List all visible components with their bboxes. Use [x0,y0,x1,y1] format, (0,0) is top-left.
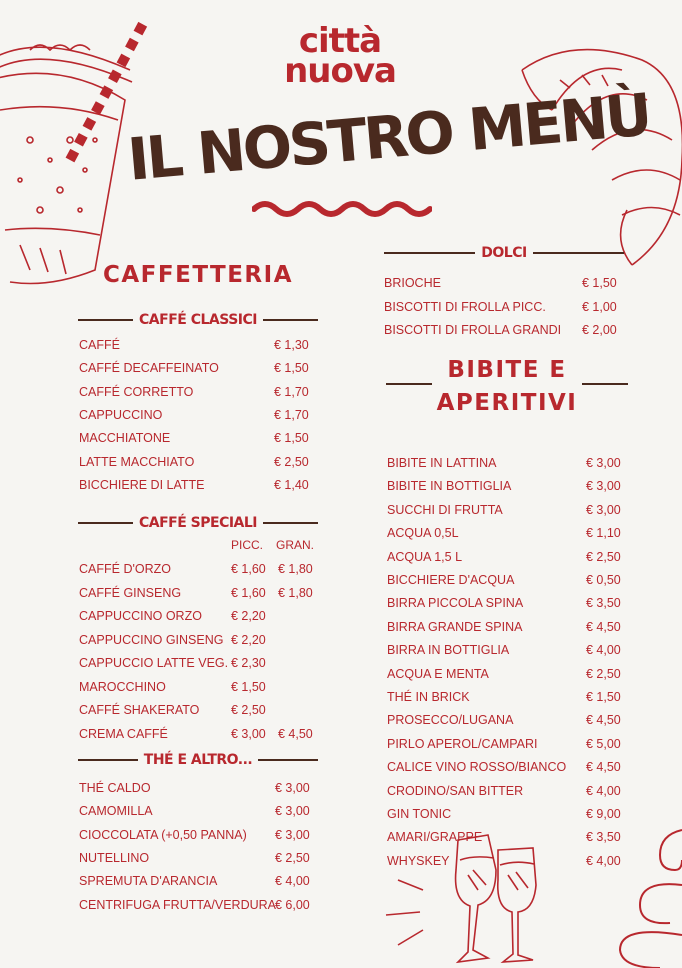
menu-item-price: € 2,50 [275,850,310,865]
menu-item-row [79,562,339,578]
menu-item-row [384,300,644,316]
menu-item-row [79,781,339,797]
menu-item-price-large: € 1,80 [278,562,313,576]
menu-item-price: € 2,50 [586,666,621,681]
menu-item-name: CAFFÉ SHAKERATO [79,703,200,717]
menu-item-price: € 3,00 [586,502,621,517]
menu-item-name: CAPPUCCINO ORZO [79,609,202,623]
menu-item-price-small: € 1,60 [231,562,266,576]
menu-item-row [384,323,644,339]
divider-line [258,759,318,761]
menu-item-row [79,431,339,447]
menu-item-price: € 4,00 [586,643,621,658]
menu-item-row [387,667,647,683]
menu-item-row [79,586,339,602]
menu-item-name: CENTRIFUGA FRUTTA/VERDURA [79,897,276,912]
menu-item-price: € 4,50 [586,713,621,728]
menu-item-row [387,620,647,636]
menu-item-row [387,760,647,776]
menu-item-row [387,713,647,729]
menu-item-row [79,385,339,401]
the-altro-title [78,752,318,768]
page-title: IL NOSTRO MENÙ [125,80,653,194]
subsection-label: CAFFÉ SPECIALI [138,515,258,531]
menu-item-row [384,276,644,292]
menu-item-price: € 1,00 [582,299,617,314]
menu-item-row [387,643,647,659]
menu-item-row [79,633,339,649]
col-header-large: GRAN. [276,538,315,552]
caffetteria-heading: CAFFETTERIA [103,262,293,288]
menu-item-price-small: € 1,60 [231,585,266,600]
menu-item-price-small: € 2,20 [231,609,266,623]
menu-item-row [79,703,339,719]
menu-item-row [79,851,339,867]
menu-item-row [387,573,647,589]
menu-item-name: THÉ IN BRICK [387,690,470,704]
menu-item-row [79,898,339,914]
menu-item-price: € 4,50 [586,619,621,634]
menu-item-row [79,338,339,354]
menu-item-price: € 4,50 [586,760,621,775]
menu-item-name: CAPPUCCINO GINSENG [79,632,224,647]
menu-item-row [79,408,339,424]
menu-item-name: CALICE VINO ROSSO/BIANCO [387,760,567,775]
menu-item-name: BIRRA IN BOTTIGLIA [387,643,510,658]
menu-item-price: € 3,00 [275,804,310,819]
menu-item-price-large: € 4,50 [278,726,313,741]
menu-item-name: SUCCHI DI FRUTTA [387,502,503,517]
bibite-heading-line-1: BIBITE E [447,357,567,383]
caffe-speciali-title [78,515,318,531]
menu-item-name: MAROCCHINO [79,679,166,694]
subsection-label: CAFFÉ CLASSICI [139,312,257,328]
subsection-label: THÉ E ALTRO... [143,752,253,768]
menu-item-price: € 1,10 [586,526,621,541]
menu-item-name: BIRRA GRANDE SPINA [387,619,523,634]
menu-item-row [79,478,339,494]
menu-item-row [387,503,647,519]
menu-item-price-small: € 2,20 [231,632,266,647]
menu-item-price: € 1,50 [274,431,309,446]
menu-item-price: € 3,50 [586,830,621,845]
menu-item-name: ACQUA E MENTA [387,666,489,681]
menu-item-price: € 2,50 [586,549,621,564]
menu-item-row [387,690,647,706]
menu-item-name: CAMOMILLA [79,804,153,819]
divider-line [533,252,624,254]
menu-item-price: € 3,00 [586,479,621,494]
subsection-label: DOLCI [481,245,527,261]
menu-item-row [79,609,339,625]
menu-item-row [79,874,339,890]
menu-item-name: CAPPUCCIO LATTE VEG. [79,656,229,670]
menu-item-row [387,596,647,612]
menu-item-price: € 1,50 [582,276,617,290]
menu-item-name: BIBITE IN LATTINA [387,456,497,470]
bibite-heading-right-line [582,383,628,385]
brand-line-2: nuova [284,51,396,91]
menu-item-name: BIRRA PICCOLA SPINA [387,596,524,611]
menu-item-name: BISCOTTI DI FROLLA GRANDI [384,323,562,337]
menu-item-row [387,550,647,566]
menu-item-row [79,455,339,471]
menu-item-row [79,680,339,696]
menu-item-price: € 4,00 [275,874,310,889]
menu-item-price-small: € 2,50 [231,703,266,717]
menu-item-price: € 3,50 [586,596,621,611]
menu-item-price: € 3,00 [275,781,310,795]
menu-item-row [387,737,647,753]
menu-item-row [387,807,647,823]
menu-item-name: THÉ CALDO [79,781,151,795]
menu-item-name: BICCHIERE D'ACQUA [387,573,515,587]
menu-item-price: € 4,00 [586,783,621,798]
menu-item-name: CAFFÉ DECAFFEINATO [79,361,219,376]
brand-line-1: città [298,21,382,61]
caffe-classici-title [78,312,318,328]
bibite-heading-line-2: APERITIVI [436,390,578,416]
spiral-icon [600,825,682,968]
menu-item-name: WHYSKEY [387,853,450,868]
menu-item-row [387,784,647,800]
menu-item-price-small: € 3,00 [231,726,266,741]
menu-item-price: € 6,00 [275,897,310,912]
divider-line [384,252,475,254]
divider-line [78,759,138,761]
menu-item-name: BIBITE IN BOTTIGLIA [387,479,512,494]
menu-item-name: CIOCCOLATA (+0,50 PANNA) [79,827,247,842]
menu-item-price: € 1,70 [274,384,309,399]
menu-item-price: € 2,50 [274,454,309,469]
menu-item-price: € 5,00 [586,736,621,751]
menu-item-name: BISCOTTI DI FROLLA PICC. [384,299,546,314]
menu-item-name: MACCHIATONE [79,431,171,446]
menu-item-name: CAPPUCCINO [79,407,163,422]
menu-item-name: GIN TONIC [387,807,452,821]
menu-item-name: CREMA CAFFÉ [79,726,168,741]
menu-item-name: ACQUA 1,5 L [387,549,463,564]
menu-item-name: CAFFÉ [79,338,120,352]
menu-item-price: € 4,00 [586,853,621,868]
menu-item-name: CAFFÉ GINSENG [79,585,182,600]
menu-item-row [79,727,339,743]
menu-item-name: BICCHIERE DI LATTE [79,477,205,492]
divider-line [78,319,133,321]
divider-line [263,522,318,524]
divider-line [78,522,133,524]
menu-item-price: € 9,00 [586,807,621,821]
menu-item-name: PROSECCO/LUGANA [387,713,514,728]
menu-item-price: € 1,70 [274,407,309,422]
menu-item-row [387,854,647,870]
menu-item-price: € 3,00 [275,827,310,842]
menu-item-row [387,456,647,472]
menu-item-row [79,656,339,672]
brand-logo [280,21,400,91]
menu-item-price: € 2,00 [582,323,617,337]
menu-item-price-small: € 1,50 [231,679,266,694]
menu-item-name: CAFFÉ D'ORZO [79,562,171,576]
menu-item-row [79,828,339,844]
menu-item-price-large: € 1,80 [278,585,313,600]
menu-item-row [387,830,647,846]
bibite-heading-left-line [386,383,432,385]
menu-item-price: € 1,30 [274,338,309,352]
menu-item-name: SPREMUTA D'ARANCIA [79,874,218,889]
menu-item-row [387,479,647,495]
menu-item-name: CAFFÉ CORRETTO [79,384,194,399]
menu-item-price: € 1,40 [274,477,309,492]
menu-item-row [387,526,647,542]
wave-divider [252,198,432,220]
dolci-title [384,245,624,261]
menu-item-price: € 1,50 [586,690,621,704]
menu-item-name: ACQUA 0,5L [387,526,459,541]
menu-item-name: NUTELLINO [79,850,150,865]
menu-item-name: AMARI/GRAPPE [387,830,483,845]
menu-item-price: € 3,00 [586,456,621,470]
menu-item-name: PIRLO APEROL/CAMPARI [387,736,538,751]
menu-item-price-small: € 2,30 [231,656,266,670]
menu-item-price: € 0,50 [586,573,621,587]
divider-line [263,319,318,321]
col-header-small: PICC. [231,538,264,552]
menu-item-row [79,804,339,820]
menu-item-price: € 1,50 [274,361,309,376]
menu-item-name: LATTE MACCHIATO [79,454,195,469]
champagne-glasses-icon [378,830,558,968]
menu-item-row [79,361,339,377]
menu-item-name: CRODINO/SAN BITTER [387,783,524,798]
menu-item-name: BRIOCHE [384,276,441,290]
